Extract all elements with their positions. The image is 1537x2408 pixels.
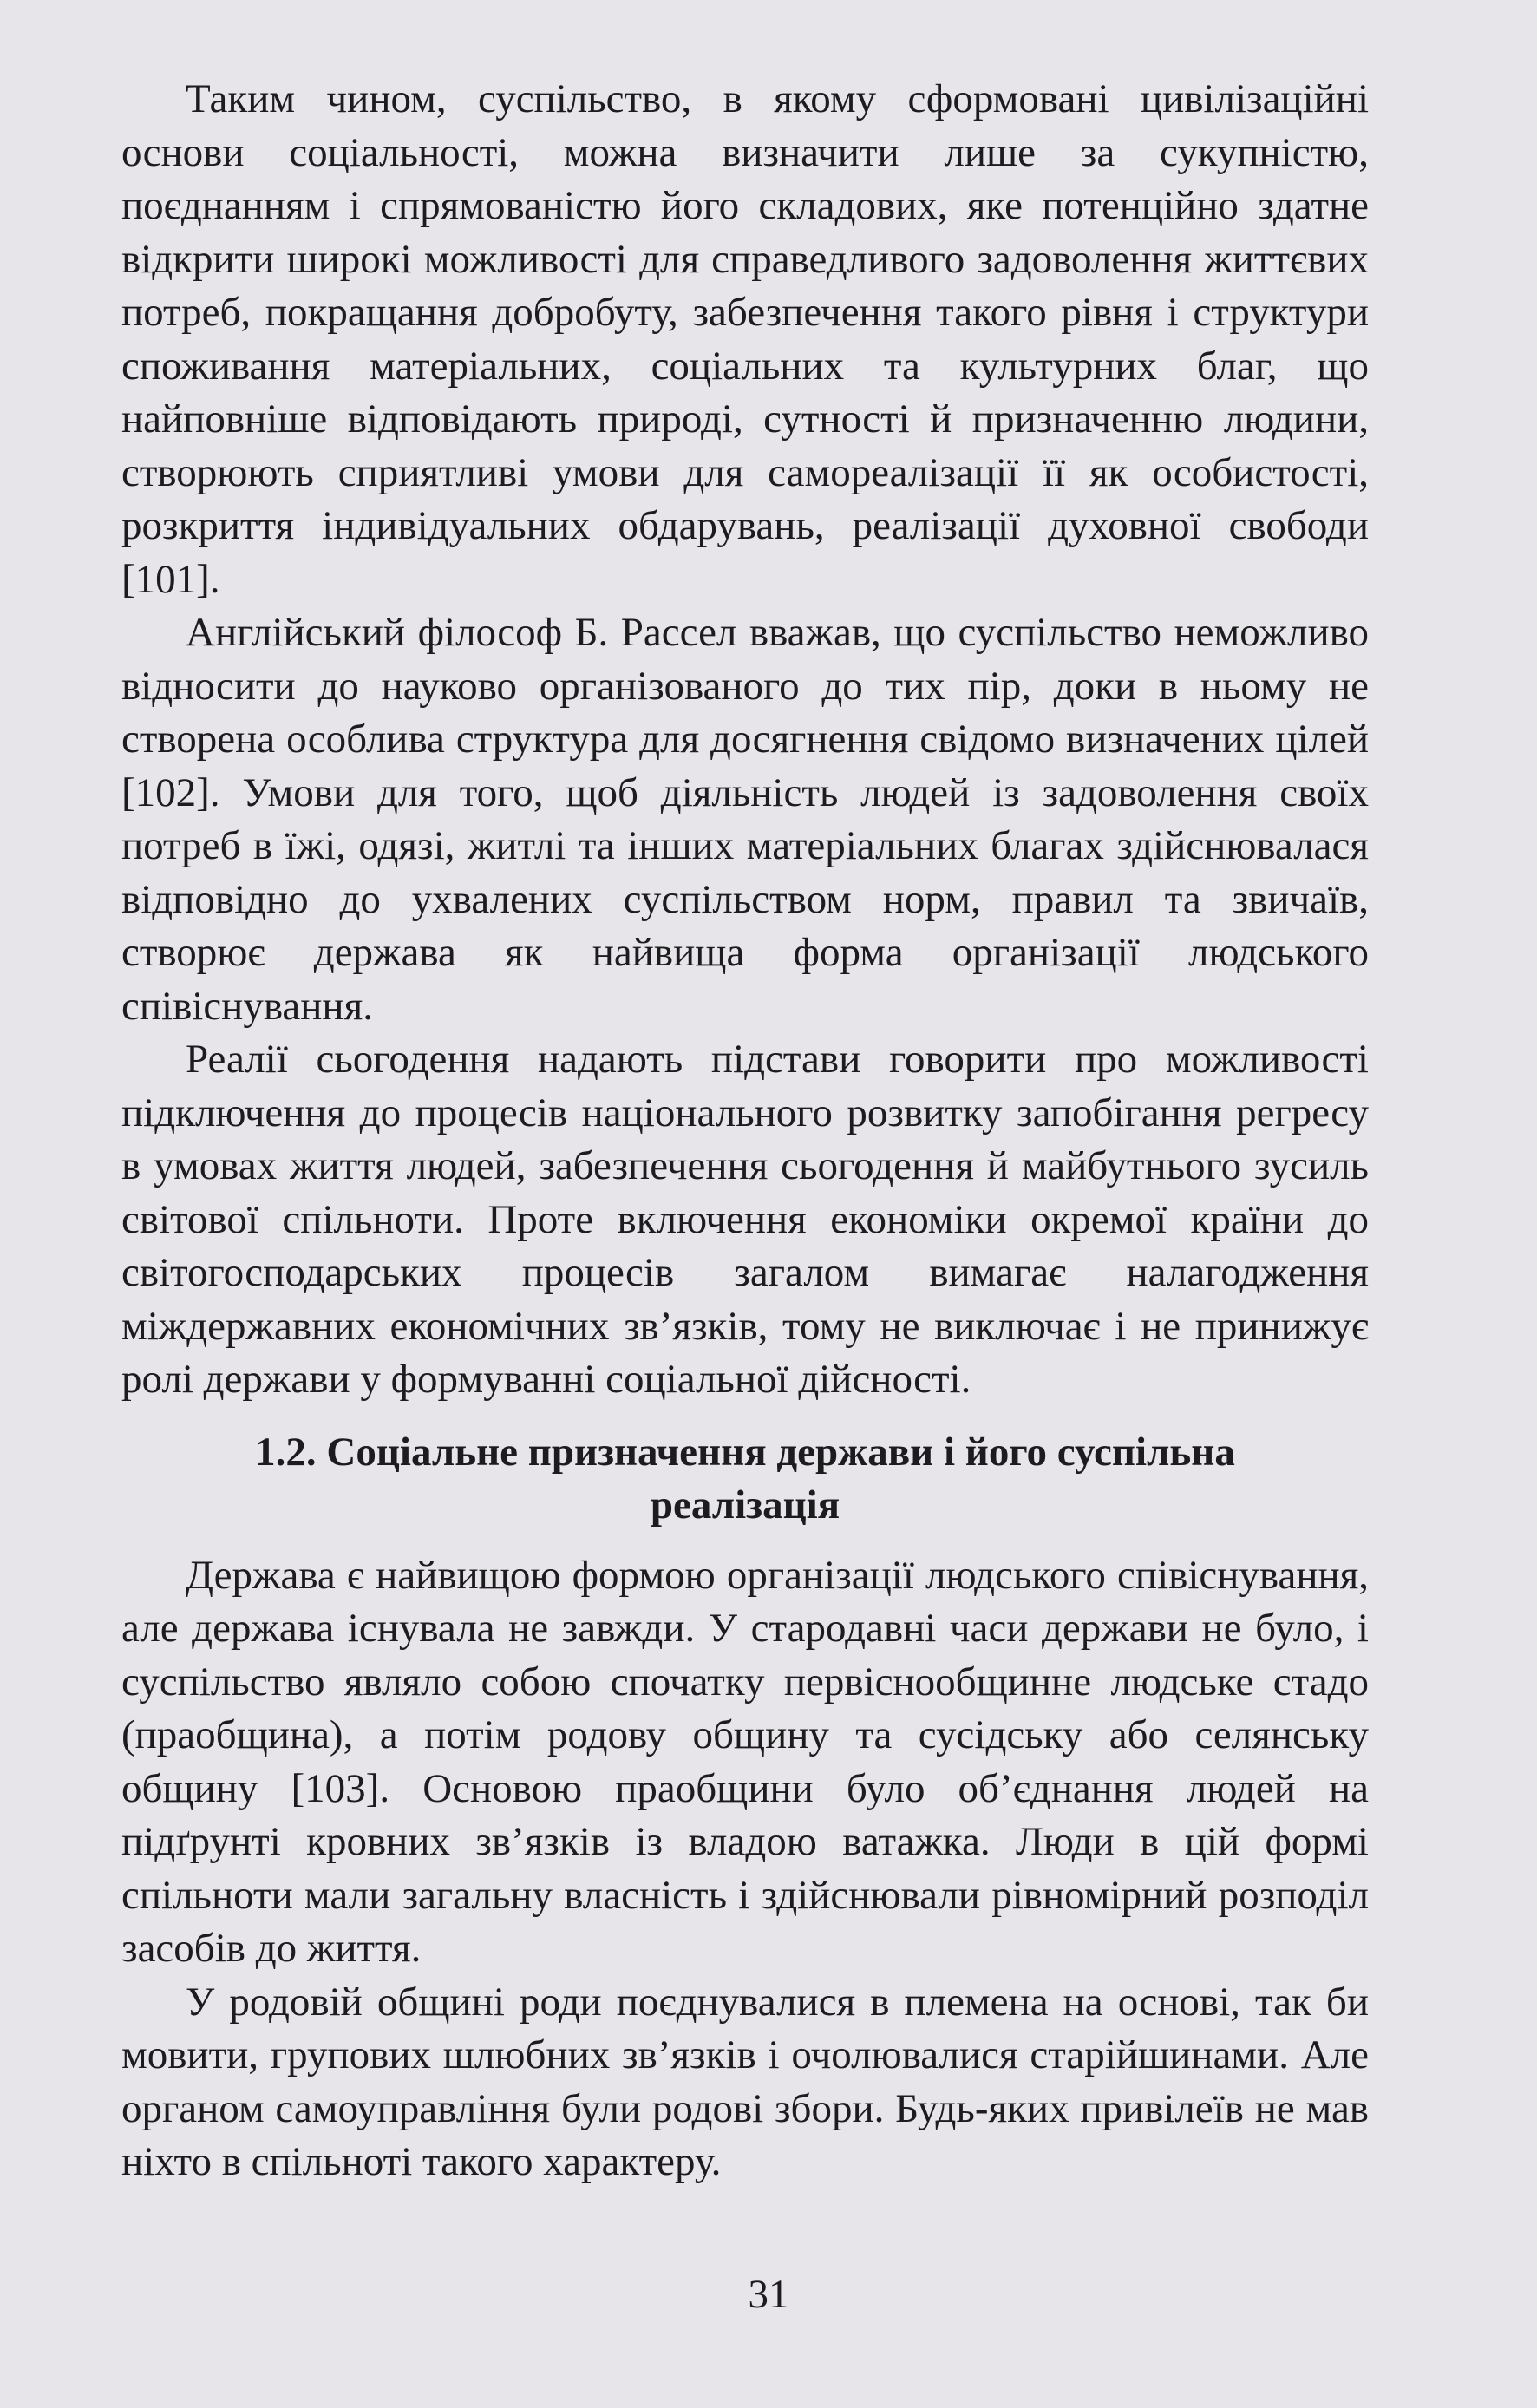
paragraph-state-origin: Держава є найвищою формою організації людського співіснування, але держава існувала не завжди. У стародавні часи держави не було, і суспільство являло собою спочатку первіснообщинне людське стадо (праобщина), а потім родову общину та сусідську або селянську общину [103]. Основою праобщини було об’єднання людей на підґрунті кровних зв’язків із владою ватажка. Люди в цій формі спільноти мали загальну власність і здійснювали рівномірний розподіл засобів до життя. [121, 1552, 1369, 1971]
section-heading [121, 1426, 1369, 1532]
section-heading-line1: 1.2. Соціальне призначення держави і його суспільна [255, 1429, 1235, 1475]
paragraph-realities: Реалії сьогодення надають підстави говорити про можливості підключення до процесів національного розвитку запобігання регресу в умовах життя людей, забезпечення сьогодення й майбутнього зусиль світової спільноти. Проте включення економіки окремої країни до світогосподарських процесів загалом вимагає налагодження міждержавних економічних зв’язків, тому не виключає і не принижує ролі держави у формуванні соціальної дійсності. [121, 1037, 1369, 1402]
paragraph-russell: Англійський філософ Б. Рассел вважав, що суспільство неможливо відносити до науково організованого до тих пір, доки в ньому не створена особлива структура для досягнення свідомо визначених цілей [102]. Умови для того, щоб діяльність людей із задоволення своїх потреб в їжі, одязі, житлі та інших матеріальних благах здійснювалася відповідно до ухвалених суспільством норм, правил та звичаїв, створює держава як найвища форма організації людського співіснування. [121, 610, 1369, 1029]
page-number: 31 [748, 2272, 789, 2317]
paragraph-society-definition: Таким чином, суспільство, в якому сформовані цивілізаційні основи соціальності, можна визначити лише за сукупністю, поєднанням і спрямованістю його складових, яке потенційно здатне відкрити широкі можливості для справедливого задоволення життєвих потреб, покращання добробуту, забезпечення такого рівня і структури споживання матеріальних, соціальних та культурних благ, що найповніше відповідають природі, сутності й призначенню людини, створюють сприятливі умови для самореалізації її як особистості, розкриття індивідуальних обдарувань, реалізації духовної свободи [101]. [121, 76, 1369, 602]
section-heading-line2: реалізація [650, 1482, 840, 1528]
paragraph-tribal-community: У родовій общині роди поєднувалися в племена на основі, так би мовити, групових шлюбних зв’язків і очолювалися старійшинами. Але органом самоуправління були родові збори. Будь-яких привілеїв не мав ніхто в спільноті такого характеру. [121, 1979, 1369, 2184]
book-page [121, 73, 1369, 2189]
